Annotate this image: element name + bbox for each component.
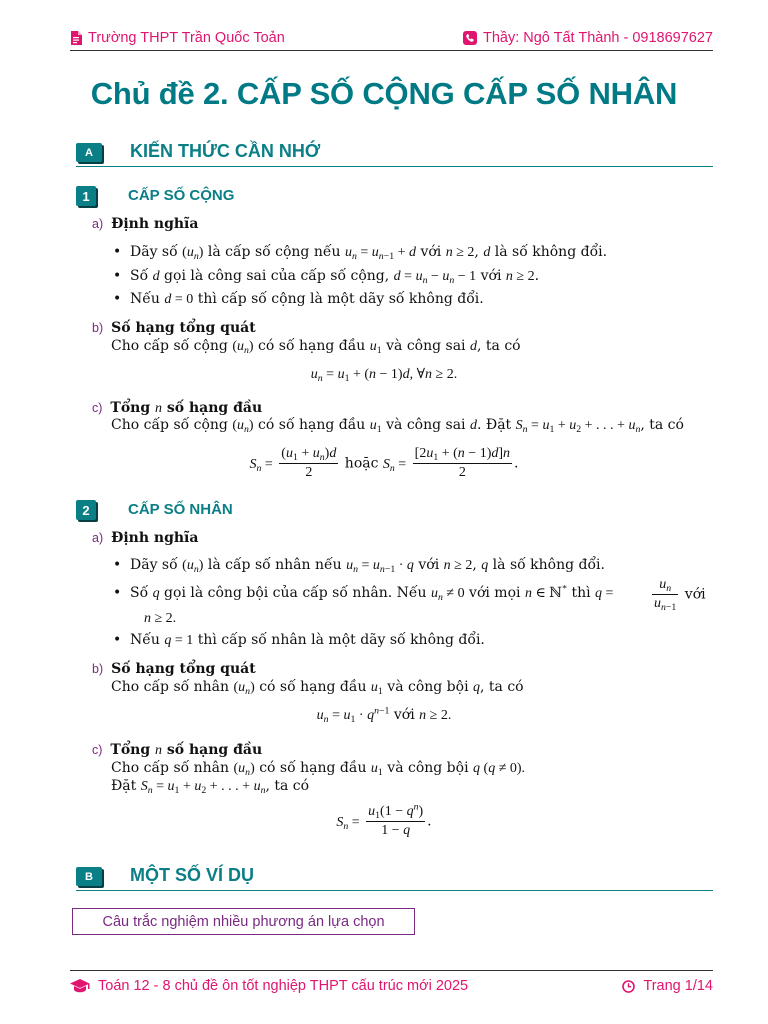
subsection-1-label: CẤP SỐ CỘNG [128, 187, 235, 204]
formula-1c: $S_n$ = $\frac{(u_1 + u_n)d}{2}$ hoặc $S_n$ = $\frac{[2u_1 + (n - 1)d]n}{2}$ . [249, 446, 519, 480]
point-2b [92, 661, 256, 677]
page-title: Chủ đề 2. CẤP SỐ CỘNG CẤP SỐ NHÂN [90, 76, 678, 111]
text-part: Cho cấp số cộng [111, 338, 233, 354]
clock-icon [622, 980, 635, 993]
bullet-1a-1: • Dãy số $(u_n)$ là cấp số cộng nếu $u_n = u_{n-1} + d$ với n ≥ 2, d là số không đổi. [117, 244, 607, 261]
text-part: và công bội [382, 679, 474, 695]
header-school [70, 30, 285, 46]
point-letter: a) [92, 531, 104, 545]
text-part: Cho cấp số nhân [111, 760, 234, 776]
point-letter: b) [92, 662, 104, 676]
header-teacher-text: Thầy: Ngô Tất Thành - 0918697627 [482, 30, 713, 46]
text-2c-2: Đặt $S_n = u_1 + u_2$ + . . . + $u_n$, ta có [111, 778, 310, 796]
text-part: có số hạng đầu [253, 417, 370, 433]
footer-page [622, 978, 713, 994]
bullet-2a-2-frac: $\frac{u_n}{u_{n-1}}$ với [654, 577, 706, 613]
subsection-2-badge: 2 [76, 500, 96, 520]
footer-course [70, 978, 468, 994]
text-part: và công sai [381, 338, 470, 354]
hoac-text: hoặc [344, 455, 379, 472]
bullet-1a-2: • Số d gọi là công sai của cấp số cộng, $d = u_n - u_n - 1$ với n ≥ 2. [117, 268, 539, 285]
bullet-1a-3: • Nếu d = 0 thì cấp số cộng là một dãy số không đổi. [117, 291, 484, 308]
bullet-2a-2-cont: n ≥ 2. [144, 611, 177, 626]
text-part: , ta có [265, 778, 310, 794]
formula-2c: $S_n$ = $\frac{u_1(1 - q^n)}{1 - q}$ . [336, 801, 432, 838]
point-1b [92, 320, 256, 336]
section-b-header [76, 865, 713, 891]
subsection-2-label: CẤP SỐ NHÂN [128, 501, 233, 518]
subsection-1-badge: 1 [76, 186, 96, 206]
text-part: Đặt [111, 778, 141, 794]
header-teacher [463, 30, 713, 46]
section-a-header [76, 141, 713, 167]
point-letter: c) [92, 401, 103, 415]
section-a-label: KIẾN THỨC CẦN NHỚ [130, 141, 321, 161]
section-a-rule [76, 166, 713, 167]
point-2c: c) Tổng n số hạng đầu [92, 742, 263, 758]
point-heading: Định nghĩa [111, 216, 199, 232]
phone-icon [463, 31, 477, 45]
point-heading: Số hạng tổng quát [111, 661, 256, 677]
point-heading: Định nghĩa [111, 530, 199, 546]
point-letter: c) [92, 743, 103, 757]
point-1c: c) Tổng n số hạng đầu [92, 400, 263, 416]
bullet-2a-2: • Số q gọi là công bội của cấp số nhân. Nếu $u_n \ne 0$ với mọi n ∈ ℕ* thì q = [117, 585, 613, 602]
bullet-2a-3: • Nếu q = 1 thì cấp số nhân là một dãy số không đổi. [117, 632, 485, 649]
graduation-cap-icon [70, 979, 90, 993]
mcq-title-box: Câu trắc nghiệm nhiều phương án lựa chọn [72, 908, 415, 935]
footer-page-text: Trang 1/14 [643, 978, 713, 994]
point-letter: b) [92, 321, 104, 335]
text-2c-1: Cho cấp số nhân $(u_n)$ có số hạng đầu $u_1$ và công bội q (q ≠ 0). [111, 760, 526, 778]
page-footer [70, 976, 713, 996]
section-b-label: MỘT SỐ VÍ DỤ [130, 865, 255, 885]
header-school-text: Trường THPT Trần Quốc Toản [88, 30, 285, 46]
bullet-2a-1: • Dãy số $(u_n)$ là cấp số nhân nếu $u_n = u_{n-1} \cdot q$ với n ≥ 2, q là số không đổi. [117, 557, 605, 574]
header-divider [70, 50, 713, 51]
text-part: . Đặt [477, 417, 516, 433]
text-part: và công sai [381, 417, 470, 433]
text-1b: Cho cấp số cộng $(u_n)$ có số hạng đầu $u_1$ và công sai d, ta có [111, 338, 521, 356]
voi-text: với [684, 586, 706, 603]
text-part: , ta có [640, 417, 684, 433]
text-part: , ta có [480, 679, 524, 695]
point-letter: a) [92, 217, 104, 231]
document-icon [70, 31, 82, 45]
text-part: có số hạng đầu [253, 338, 370, 354]
text-part: có số hạng đầu [254, 760, 371, 776]
text-part: Cho cấp số cộng [111, 417, 233, 433]
text-1c: Cho cấp số cộng $(u_n)$ có số hạng đầu $u_1$ và công sai d. Đặt $S_n = u_1 + u_2$ + . . . + $u_n$, ta có [111, 417, 684, 435]
text-2b: Cho cấp số nhân $(u_n)$ có số hạng đầu $u_1$ và công bội q, ta có [111, 679, 524, 697]
footer-course-text: Toán 12 - 8 chủ đề ôn tốt nghiệp THPT cấu trúc mới 2025 [98, 978, 469, 994]
page-header [70, 28, 713, 48]
text-part: , ta có [477, 338, 521, 354]
section-a-badge: A [76, 143, 102, 162]
voi-text: với [393, 707, 415, 723]
text-part: có số hạng đầu [254, 679, 371, 695]
footer-divider [70, 970, 713, 971]
section-b-rule [76, 890, 713, 891]
text-part: Cho cấp số nhân [111, 679, 234, 695]
section-b-badge: B [76, 867, 102, 886]
point-2a [92, 530, 198, 546]
point-heading: Số hạng tổng quát [111, 320, 256, 336]
point-1a [92, 216, 198, 232]
formula-1b: $u_n = u_1 + (n - 1)d$, ∀n ≥ 2. [310, 367, 458, 384]
text-part: và công bội [382, 760, 474, 776]
formula-2b: $u_n = u_1 \cdot q^{n-1}$ với n ≥ 2. [316, 705, 452, 725]
